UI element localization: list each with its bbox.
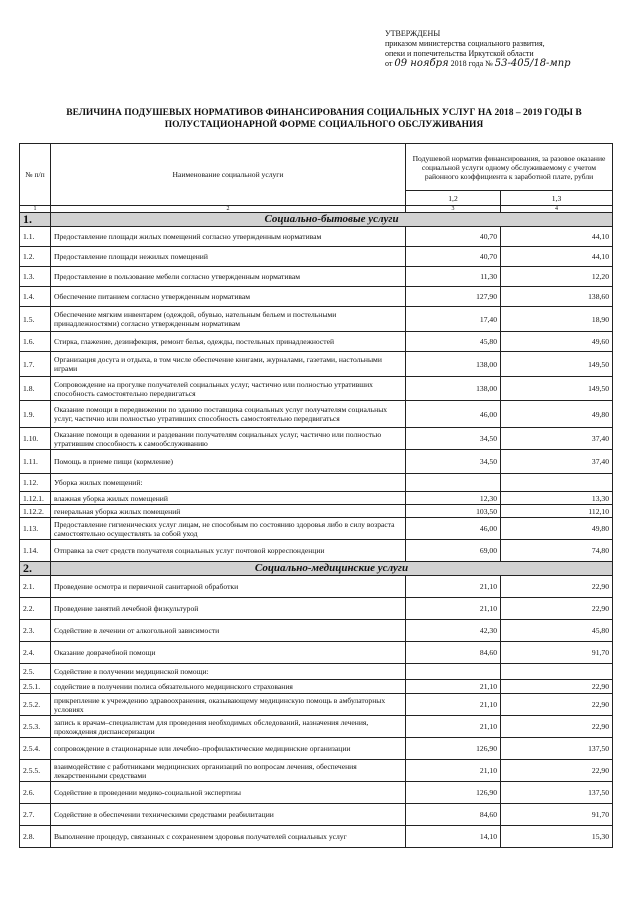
table-row [20,760,613,782]
table-row [20,450,613,474]
norm-value-coef-1-2: 138,00 [406,377,501,401]
row-number: 1.14. [20,540,51,562]
norm-value-coef-1-3: 44,10 [501,247,613,267]
row-number: 2.1. [20,576,51,598]
column-index-3: 3 [406,206,501,213]
row-number: 2.2. [20,598,51,620]
row-number: 2.5.5. [20,760,51,782]
service-name: Проведение осмотра и первичной санитарной обработки [51,576,406,598]
norm-value-coef-1-2: 12,30 [406,492,501,505]
row-number: 1.9. [20,401,51,428]
table-row [20,620,613,642]
norm-value-coef-1-2: 126,90 [406,738,501,760]
norm-value-coef-1-2: 46,00 [406,518,501,540]
service-name: Выполнение процедур, связанных с сохранением здоровья получателей социальных услуг [51,826,406,848]
table-row [20,287,613,307]
norm-value-coef-1-3: 91,70 [501,642,613,664]
handwritten-date: 09 ноября [394,58,449,69]
row-number: 1.10. [20,428,51,450]
row-number: 2.6. [20,782,51,804]
norm-value-coef-1-3: 22,90 [501,716,613,738]
service-name: прикрепление к учреждению здравоохранения, оказывающему медицинскую помощь в амбулаторных условиях [51,694,406,716]
norm-value-coef-1-2: 21,10 [406,598,501,620]
service-name: влажная уборка жилых помещений [51,492,406,505]
table-row [20,377,613,401]
row-number: 1.6. [20,332,51,352]
table-row [20,332,613,352]
norm-value-coef-1-2: 45,80 [406,332,501,352]
service-name: Предоставление гигиенических услуг лицам, не способным по состоянию здоровья либо в силу возраста самостоятельно осуществлять за собой уход [51,518,406,540]
service-name: Предоставление площади жилых помещений согласно утвержденным нормативам [51,227,406,247]
row-number: 1.2. [20,247,51,267]
service-name: Оказание помощи в передвижении по зданию поставщика социальных услуг получателям социальных услуг, частично или полностью утративших способность самостоятельно передвигаться [51,401,406,428]
section-row [20,562,613,576]
table-row [20,540,613,562]
approval-date-prefix: от [385,59,393,68]
table-row [20,428,613,450]
norm-value-coef-1-2: 21,10 [406,576,501,598]
service-name: Обеспечение питанием согласно утвержденным нормативам [51,287,406,307]
row-number: 2.5.2. [20,694,51,716]
norm-value-coef-1-2: 84,60 [406,804,501,826]
row-number: 1.3. [20,267,51,287]
norm-value-coef-1-3 [501,664,613,680]
header-coef-1-2: 1,2 [406,191,501,206]
row-number: 1.11. [20,450,51,474]
row-number: 1.13. [20,518,51,540]
row-number: 2.7. [20,804,51,826]
norm-value-coef-1-2: 34,50 [406,428,501,450]
norm-value-coef-1-2: 126,90 [406,782,501,804]
row-number: 2.5. [20,664,51,680]
norm-value-coef-1-2: 138,00 [406,352,501,377]
section-number: 2. [20,562,51,576]
norm-value-coef-1-3: 74,80 [501,540,613,562]
norm-value-coef-1-3: 13,30 [501,492,613,505]
norm-value-coef-1-3: 12,20 [501,267,613,287]
service-name: Помощь в приеме пищи (кормление) [51,450,406,474]
document-title: ВЕЛИЧИНА ПОДУШЕВЫХ НОРМАТИВОВ ФИНАНСИРОВАНИЯ СОЦИАЛЬНЫХ УСЛУГ НА 2018 – 2019 ГОДЫ В ПОЛУСТАЦИОНАРНОЙ ФОРМЕ СОЦИАЛЬНОГО ОБСЛУЖИВАНИЯ [66,108,582,130]
row-number: 1.5. [20,307,51,332]
approval-date-line [385,59,625,69]
norm-value-coef-1-2 [406,474,501,492]
approval-block [385,29,625,69]
norm-value-coef-1-3 [501,474,613,492]
norm-value-coef-1-3: 18,90 [501,307,613,332]
norm-value-coef-1-2: 21,10 [406,680,501,694]
row-number: 2.5.4. [20,738,51,760]
norm-value-coef-1-3: 22,90 [501,576,613,598]
service-name: Отправка за счет средств получателя социальных услуг почтовой корреспонденции [51,540,406,562]
approval-heading: УТВЕРЖДЕНЫ [385,29,441,38]
norm-value-coef-1-2: 21,10 [406,760,501,782]
norm-value-coef-1-2: 46,00 [406,401,501,428]
row-number: 1.12. [20,474,51,492]
table-row [20,247,613,267]
table-row [20,505,613,518]
service-name: Содействие в получении медицинской помощи: [51,664,406,680]
section-row [20,213,613,227]
service-name: Проведение занятий лечебной физкультурой [51,598,406,620]
handwritten-order-number: 53-405/18-мпр [494,58,571,69]
section-title: Социально-медицинские услуги [51,562,613,576]
norm-value-coef-1-3: 45,80 [501,620,613,642]
table-row [20,352,613,377]
service-name: содействие в получении полиса обязательного медицинского страхования [51,680,406,694]
service-name: Предоставление площади нежилых помещений [51,247,406,267]
table-row [20,782,613,804]
norms-table [19,143,613,848]
service-name: сопровождение в стационарные или лечебно–профилактические медицинские организации [51,738,406,760]
norm-value-coef-1-2: 40,70 [406,247,501,267]
table-row [20,738,613,760]
norm-value-coef-1-2: 21,10 [406,694,501,716]
table-row [20,401,613,428]
approval-year: 2018 года № [450,59,493,68]
norm-value-coef-1-3: 137,50 [501,782,613,804]
service-name: Содействие в проведении медико-социальной экспертизы [51,782,406,804]
norm-value-coef-1-3: 49,80 [501,401,613,428]
row-number: 1.7. [20,352,51,377]
norm-value-coef-1-3: 22,90 [501,680,613,694]
norm-value-coef-1-2: 69,00 [406,540,501,562]
service-name: Сопровождение на прогулке получателей социальных услуг, частично или полностью утративших способность самостоятельно передвигаться [51,377,406,401]
norm-value-coef-1-2: 14,10 [406,826,501,848]
service-name: Оказание доврачебной помощи [51,642,406,664]
table-row [20,492,613,505]
norm-value-coef-1-2 [406,664,501,680]
norm-value-coef-1-3: 49,80 [501,518,613,540]
norm-value-coef-1-2: 42,30 [406,620,501,642]
header-service-name: Наименование социальной услуги [51,144,406,206]
norm-value-coef-1-2: 21,10 [406,716,501,738]
service-name: Стирка, глажение, дезинфекция, ремонт белья, одежды, постельных принадлежностей [51,332,406,352]
norm-value-coef-1-3: 149,50 [501,377,613,401]
table-row [20,307,613,332]
table-row [20,227,613,247]
table-row [20,716,613,738]
table-row [20,474,613,492]
column-index-1: 1 [20,206,51,213]
norm-value-coef-1-2: 103,50 [406,505,501,518]
norm-value-coef-1-3: 15,30 [501,826,613,848]
norm-value-coef-1-3: 91,70 [501,804,613,826]
approval-order-line: приказом министерства социального развития, [385,39,545,48]
row-number: 1.12.1. [20,492,51,505]
norm-value-coef-1-3: 112,10 [501,505,613,518]
header-no: № п/п [20,144,51,206]
service-name: Организация досуга и отдыха, в том числе обеспечение книгами, журналами, газетами, настольными играми [51,352,406,377]
column-index-4: 4 [501,206,613,213]
approval-ministry-line: опеки и попечительства Иркутской области [385,49,534,58]
column-index-2: 2 [51,206,406,213]
service-name: Содействие в обеспечении техническими средствами реабилитации [51,804,406,826]
row-number: 1.1. [20,227,51,247]
norm-value-coef-1-3: 149,50 [501,352,613,377]
table-row [20,680,613,694]
header-norm: Подушевой норматив финансирования, за разовое оказание социальной услуги одному обслуживаемому с учетом районного коэффициента к заработной плате, рубли [406,144,613,191]
row-number: 1.8. [20,377,51,401]
norm-value-coef-1-3: 37,40 [501,450,613,474]
row-number: 2.4. [20,642,51,664]
row-number: 2.3. [20,620,51,642]
row-number: 2.5.1. [20,680,51,694]
section-title: Социально-бытовые услуги [51,213,613,227]
service-name: взаимодействие с работниками медицинских организаций по вопросам лечения, обеспечения лекарственными средствами [51,760,406,782]
table-row [20,598,613,620]
service-name: Содействие в лечении от алкогольной зависимости [51,620,406,642]
norm-value-coef-1-2: 40,70 [406,227,501,247]
row-number: 1.12.2. [20,505,51,518]
norm-value-coef-1-3: 22,90 [501,760,613,782]
service-name: запись к врачам–специалистам для проведения необходимых обследований, назначения лечения, прохождения диспансеризации [51,716,406,738]
table-row [20,694,613,716]
table-row [20,664,613,680]
norm-value-coef-1-3: 49,60 [501,332,613,352]
norm-value-coef-1-2: 11,30 [406,267,501,287]
row-number: 1.4. [20,287,51,307]
table-row [20,826,613,848]
service-name: Уборка жилых помещений: [51,474,406,492]
table-row [20,267,613,287]
service-name: Обеспечение мягким инвентарем (одеждой, обувью, нательным бельем и постельными принадлежностями) согласно утвержденным нормативам [51,307,406,332]
norm-value-coef-1-3: 22,90 [501,598,613,620]
norm-value-coef-1-2: 127,90 [406,287,501,307]
norm-value-coef-1-2: 34,50 [406,450,501,474]
service-name: генеральная уборка жилых помещений [51,505,406,518]
norm-value-coef-1-3: 22,90 [501,694,613,716]
service-name: Оказание помощи в одевании и раздевании получателям социальных услуг, частично или полностью утратившим способность к самообслуживанию [51,428,406,450]
norm-value-coef-1-2: 84,60 [406,642,501,664]
table-row [20,804,613,826]
norm-value-coef-1-3: 37,40 [501,428,613,450]
section-number: 1. [20,213,51,227]
norm-value-coef-1-2: 17,40 [406,307,501,332]
service-name: Предоставление в пользование мебели согласно утвержденным нормативам [51,267,406,287]
norm-value-coef-1-3: 137,50 [501,738,613,760]
row-number: 2.5.3. [20,716,51,738]
table-row [20,642,613,664]
norm-value-coef-1-3: 138,60 [501,287,613,307]
header-coef-1-3: 1,3 [501,191,613,206]
row-number: 2.8. [20,826,51,848]
norm-value-coef-1-3: 44,10 [501,227,613,247]
table-row [20,518,613,540]
table-row [20,576,613,598]
